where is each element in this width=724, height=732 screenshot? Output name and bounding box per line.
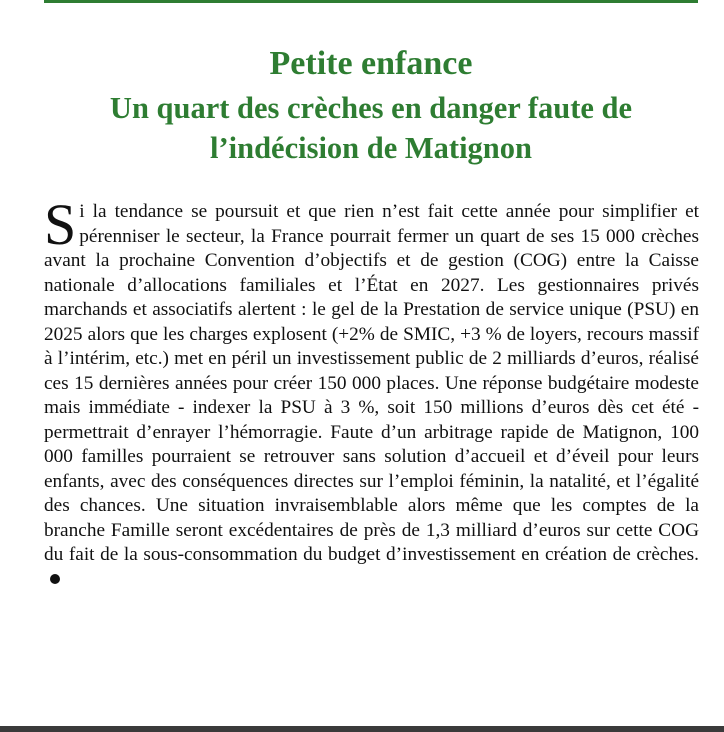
article-text: i la tendance se poursuit et que rien n’est fait cette année pour simplifier et pérenniser le secteur, la France pourrait fermer un quart de ses 15 000 crèches avant la prochaine Convention d’objectifs et de gestion (COG) entre la Caisse nationale d’allocations familiales et l’État en 2027. Les gestionnaires privés marchands et associatifs alertent : le gel de la Prestation de service unique (PSU) en 2025 alors que les charges explosent (+2% de SMIC, +3 % de loyers, recours massif à l’intérim, etc.) met en péril un investissement public de 2 milliards d’euros, réalisé ces 15 dernières années pour créer 150 000 places. Une réponse budgétaire modeste mais immédiate - indexer la PSU à 3 %, soit 150 millions d’euros dès cet été - permettrait d’enrayer l’hémorragie. Faute d’un arbitrage rapide de Matignon, 100 000 familles pourraient se retrouver sans solution d’accueil et d’éveil pour leurs enfants, avec des conséquences directes sur l’emploi féminin, la natalité, et l’égalité des chances. Une situation invraisemblable alors même que les comptes de la branche Famille seront excédentaires de près de 1,3 milliard d’euros sur cette COG du fait de la sous-consommation du budget d’investissement en création de crèches. bbox=[44, 201, 699, 565]
article-kicker: Petite enfance bbox=[269, 45, 473, 82]
end-mark-icon bbox=[50, 574, 60, 584]
article-headline: Un quart des crèches en danger faute de l’indécision de Matignon bbox=[109, 91, 633, 165]
article-header bbox=[44, 44, 698, 168]
top-rule bbox=[44, 0, 698, 3]
bottom-bar bbox=[0, 726, 724, 732]
article-body bbox=[44, 192, 699, 592]
drop-cap: S bbox=[44, 192, 77, 257]
